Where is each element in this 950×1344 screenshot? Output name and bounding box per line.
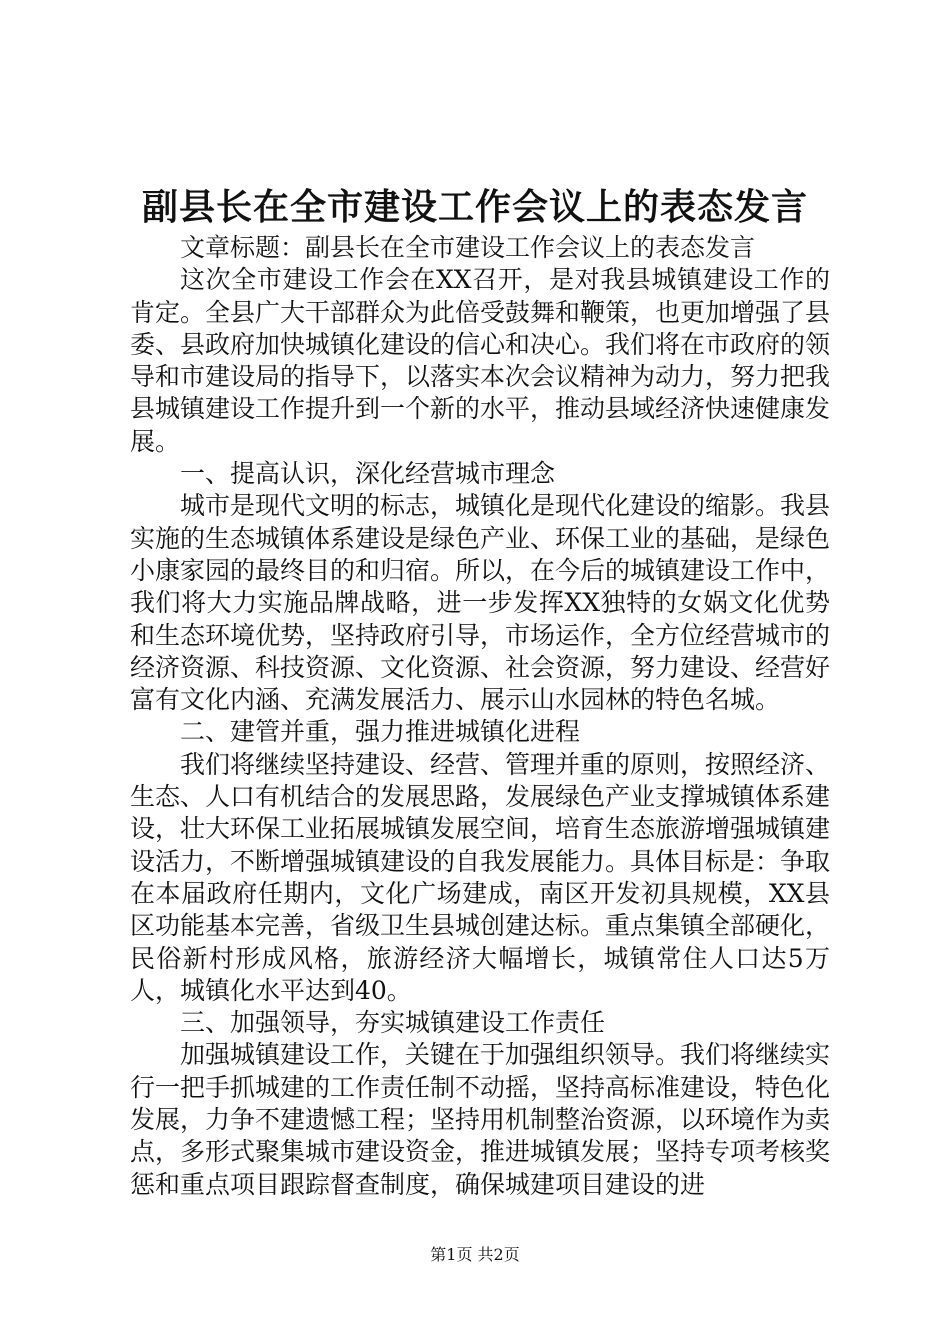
document-title: 副县长在全市建设工作会议上的表态发言 (141, 186, 808, 228)
section-paragraph-3: 加强城镇建设工作，关键在于加强组织领导。我们将继续实行一把手抓城建的工作责任制不动摇，坚持高标准建设，特色化发展，力争不建遗憾工程；坚持用机制整治资源，以环境作为卖点，多形式聚集城市建设资金，推进城镇发展；坚持专项考核奖惩和重点项目跟踪督查制度，确保城建项目建设的进 (130, 1040, 831, 1199)
section-paragraph-1: 城市是现代文明的标志，城镇化是现代化建设的缩影。我县实施的生态城镇体系建设是绿色产业、环保工业的基础，是绿色小康家园的最终目的和归宿。所以，在今后的城镇建设工作中，我们将大力实施品牌战略，进一步发挥XX独特的女娲文化优势和生态环境优势，坚持政府引导，市场运作，全方位经营城市的经济资源、科技资源、文化资源、社会资源，努力建设、经营好富有文化内涵、充满发展活力、展示山水园林的特色名城。 (130, 491, 831, 715)
section-heading-2: 二、建管并重，强力推进城镇化进程 (180, 717, 581, 747)
article-title-line: 文章标题：副县长在全市建设工作会议上的表态发言 (180, 233, 756, 262)
page-footer: 第1页 共2页 (430, 1245, 520, 1264)
intro-paragraph: 这次全市建设工作会在XX召开，是对我县城镇建设工作的肯定。全县广大干部群众为此倍受鼓舞和鞭策，也更加增强了县委、县政府加快城镇化建设的信心和决心。我们将在市政府的领导和市建设局的指导下，以落实本次会议精神为动力，努力把我县城镇建设工作提升到一个新的水平，推动县域经济快速健康发展。 (130, 265, 831, 456)
document-body (130, 232, 830, 1201)
section-heading-1: 一、提高认识，深化经营城市理念 (180, 459, 556, 489)
section-paragraph-2: 我们将继续坚持建设、经营、管理并重的原则，按照经济、生态、人口有机结合的发展思路，发展绿色产业支撑城镇体系建设，壮大环保工业拓展城镇发展空间，培育生态旅游增强城镇建设活力，不断增强城镇建设的自我发展能力。具体目标是：争取在本届政府任期内，文化广场建成，南区开发初具规模，XX县区功能基本完善，省级卫生县城创建达标。重点集镇全部硬化，民俗新村形成风格，旅游经济大幅增长，城镇常住人口达5万人，城镇化水平达到40。 (130, 749, 831, 1005)
section-heading-3: 三、加强领导，夯实城镇建设工作责任 (180, 1008, 606, 1038)
